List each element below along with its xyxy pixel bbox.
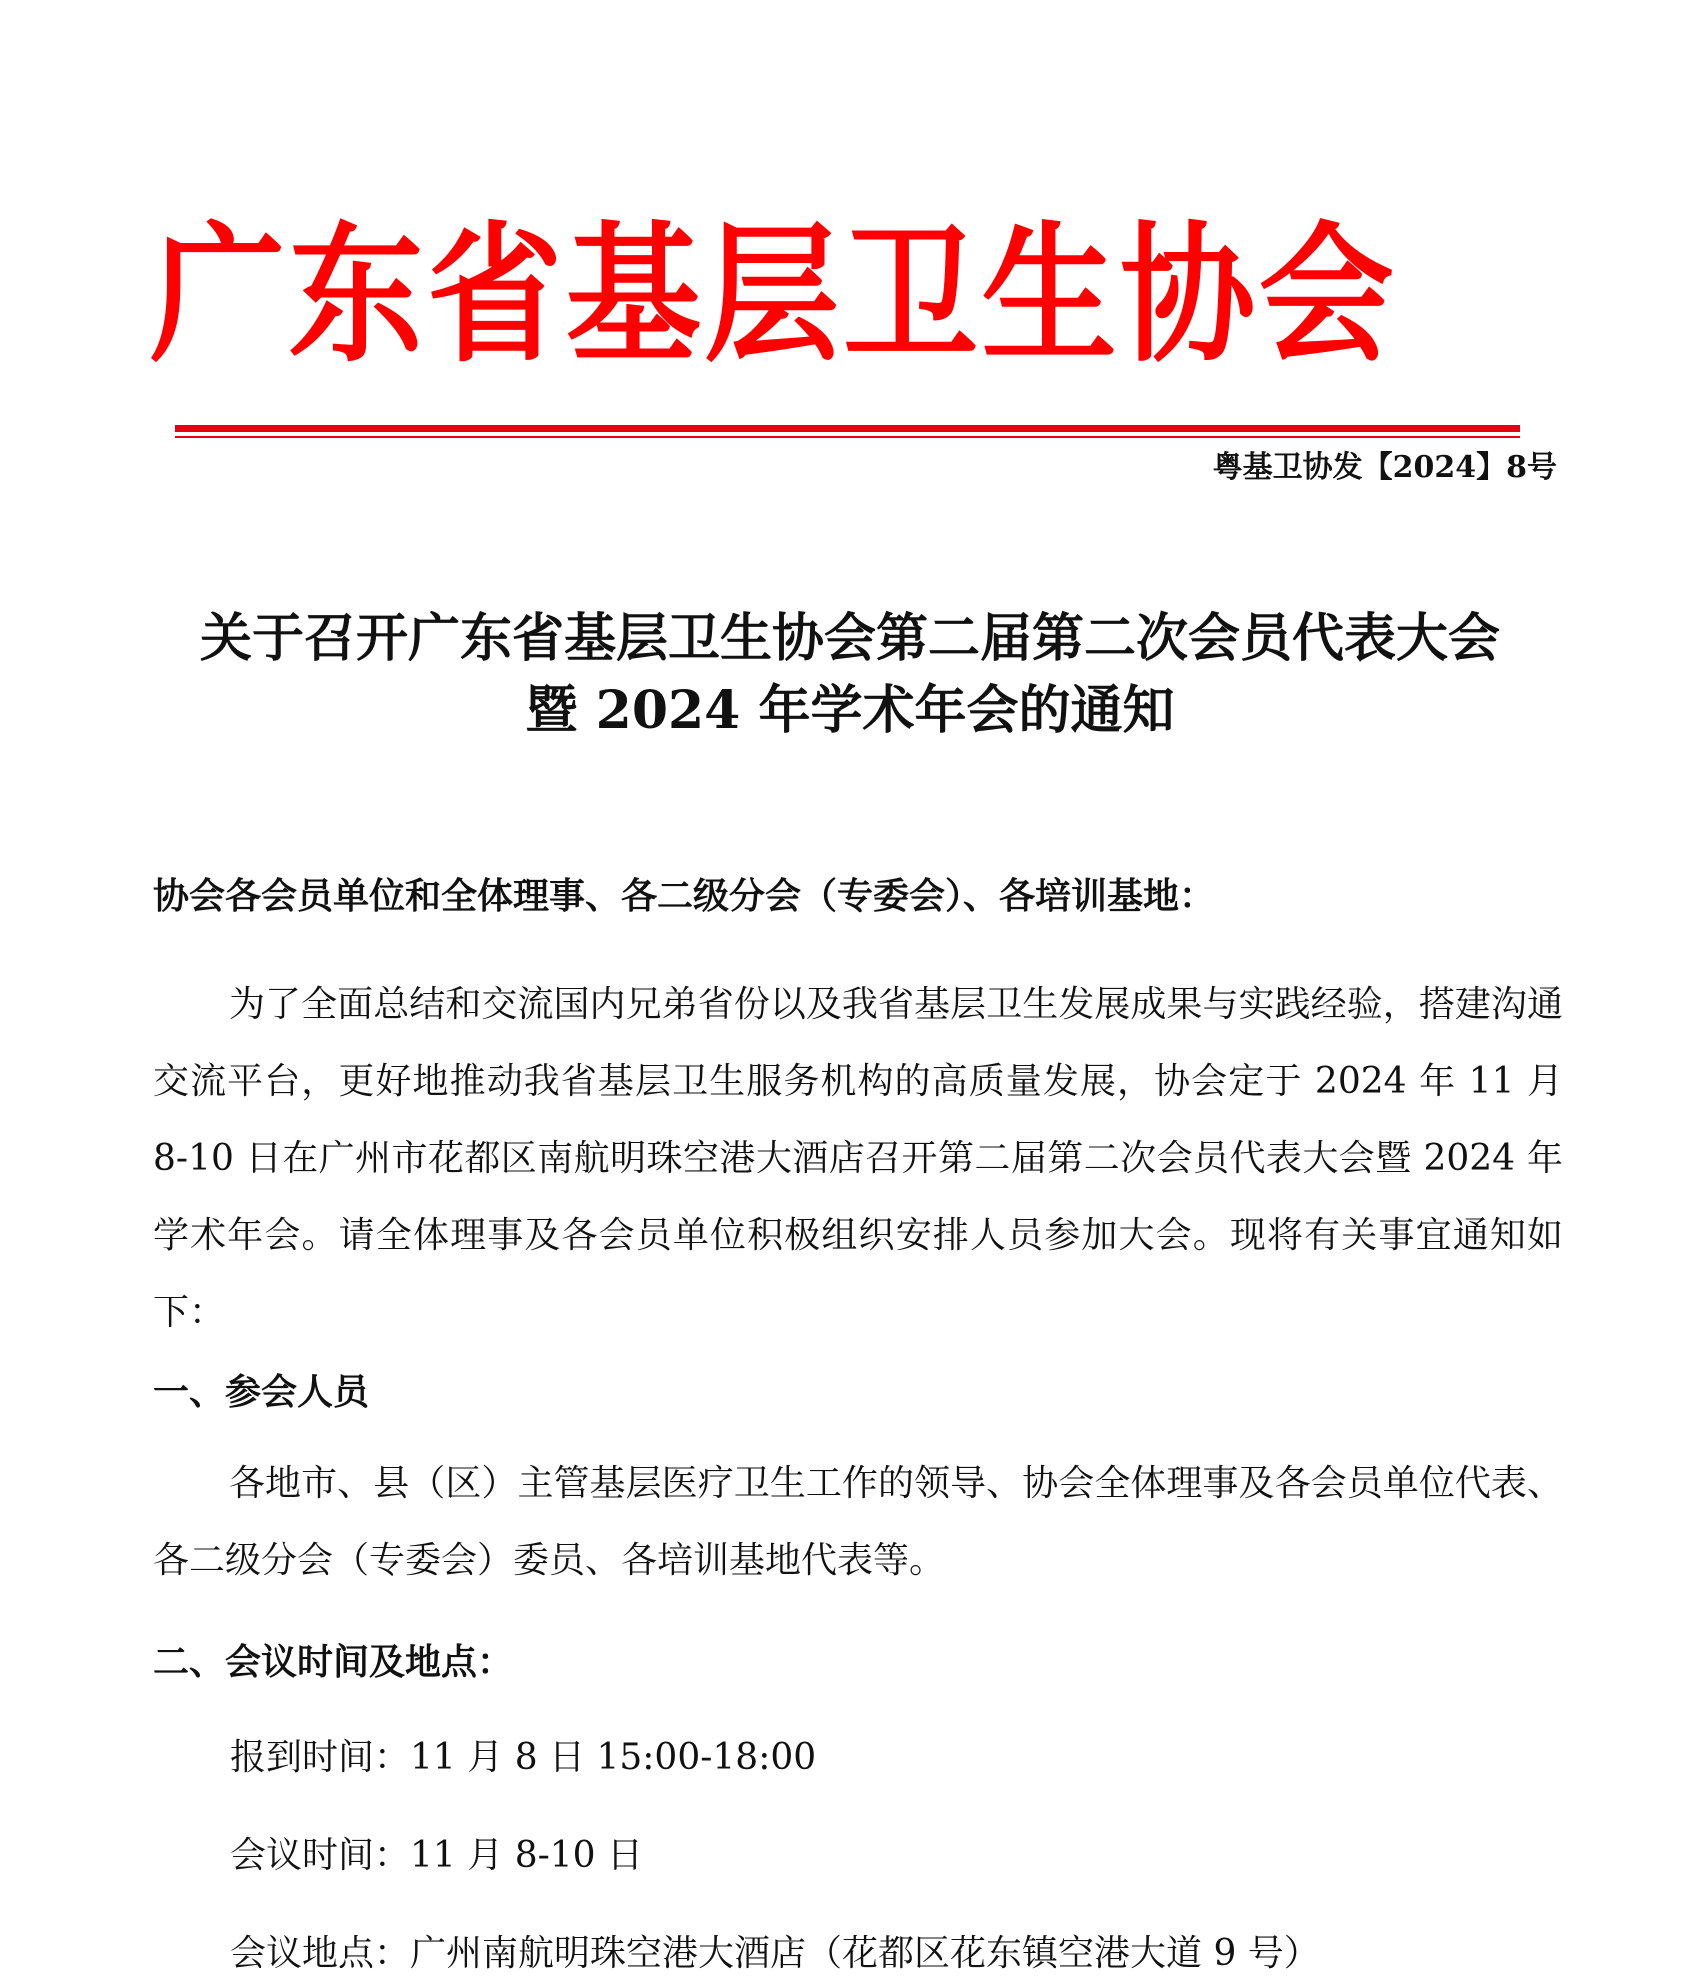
section2-heading: 二、会议时间及地点：: [153, 1641, 514, 1683]
section1-heading: 一、参会人员: [153, 1371, 370, 1413]
red-divider-thick: [175, 425, 1520, 432]
notice-title-line2: 暨 2024 年学术年会的通知: [525, 680, 1175, 741]
section1-body: 各地市、县（区）主管基层医疗卫生工作的领导、协会全体理事及各会员单位代表、各二级分会（专委会）委员、各培训基地代表等。: [153, 1463, 1563, 1581]
intro-paragraph: 为了全面总结和交流国内兄弟省份以及我省基层卫生发展成果与实践经验，搭建沟通交流平台，更好地推动我省基层卫生服务机构的高质量发展，协会定于 2024 年 11 月 8-10 日在广州市花都区南航明珠空港大酒店召开第二届第二次会员代表大会暨 2024 年学术年会。请全体理事及各会员单位积极组织安排人员参加大会。现将有关事宜通知如下：: [153, 984, 1563, 1333]
document-number: 粤基卫协发【2024】8号: [1212, 450, 1557, 485]
masthead-org-name: 广东省基层卫生协会: [150, 207, 1398, 383]
notice-title-line1: 关于召开广东省基层卫生协会第二届第二次会员代表大会: [199, 608, 1500, 669]
notice-title: [140, 603, 1560, 747]
red-divider-thin: [175, 436, 1520, 438]
meeting-venue: 会议地点：广州南航明珠空港大酒店（花都区花东镇空港大道 9 号）: [230, 1933, 1320, 1974]
meeting-time: 会议时间：11 月 8-10 日: [230, 1835, 644, 1876]
salutation: 协会各会员单位和全体理事、各二级分会（专委会）、各培训基地：: [153, 875, 1216, 917]
registration-time: 报到时间：11 月 8 日 15:00-18:00: [230, 1737, 817, 1778]
